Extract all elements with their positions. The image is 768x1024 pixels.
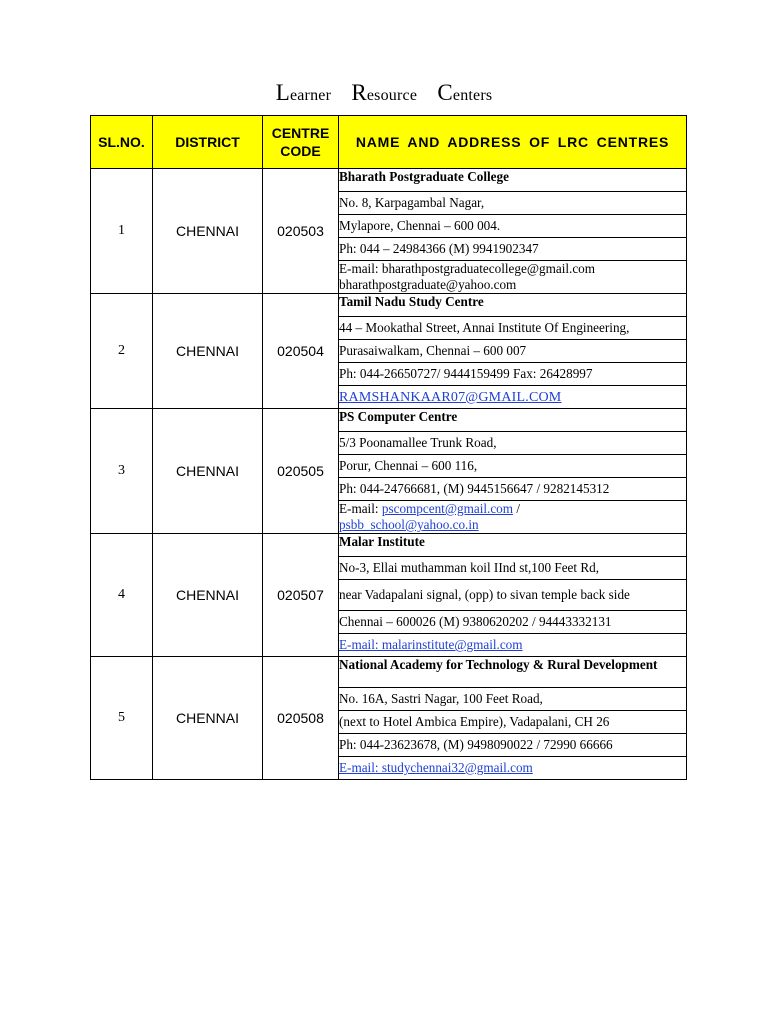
sl-number: 1 — [91, 169, 153, 294]
centre-name: PS Computer Centre — [339, 409, 687, 432]
centre-code: 020503 — [263, 169, 339, 294]
sl-number: 4 — [91, 534, 153, 657]
header-centre-code: CENTRE CODE — [263, 116, 339, 169]
table-header-row — [91, 116, 687, 169]
phone-line: Ph: 044-26650727/ 9444159499 Fax: 26428997 — [339, 363, 687, 386]
email-link[interactable]: psbb_school@yahoo.co.in — [339, 517, 479, 532]
phone-line: Chennai – 600026 (M) 9380620202 / 94443332131 — [339, 611, 687, 634]
sl-number: 5 — [91, 657, 153, 780]
title-word-learner: Learner — [275, 80, 332, 105]
header-district: DISTRICT — [153, 116, 263, 169]
district: CHENNAI — [153, 657, 263, 780]
centre-code: 020504 — [263, 294, 339, 409]
centre-name: Tamil Nadu Study Centre — [339, 294, 687, 317]
email-link[interactable]: E-mail: malarinstitute@gmail.com — [339, 637, 523, 652]
email-line: E-mail: bharathpostgraduatecollege@gmail.com bharathpostgraduate@yahoo.com — [339, 261, 687, 294]
sl-number: 2 — [91, 294, 153, 409]
table-row — [91, 169, 687, 192]
table-row — [91, 294, 687, 317]
centre-name: Malar Institute — [339, 534, 687, 557]
header-slno: SL.NO. — [91, 116, 153, 169]
district: CHENNAI — [153, 534, 263, 657]
centre-code: 020508 — [263, 657, 339, 780]
address-line: 5/3 Poonamallee Trunk Road, — [339, 432, 687, 455]
email-line — [339, 386, 687, 409]
address-line: Porur, Chennai – 600 116, — [339, 455, 687, 478]
centre-code: 020507 — [263, 534, 339, 657]
phone-line: Ph: 044 – 24984366 (M) 9941902347 — [339, 238, 687, 261]
district: CHENNAI — [153, 409, 263, 534]
email-link[interactable]: E-mail: studychennai32@gmail.com — [339, 760, 533, 775]
centre-code: 020505 — [263, 409, 339, 534]
address-line: No. 8, Karpagambal Nagar, — [339, 192, 687, 215]
email-link[interactable]: RAMSHANKAAR07@GMAIL.COM — [339, 389, 562, 405]
centre-name: Bharath Postgraduate College — [339, 169, 687, 192]
address-line: No-3, Ellai muthamman koil IInd st,100 Feet Rd, — [339, 557, 687, 580]
district: CHENNAI — [153, 294, 263, 409]
centre-name: National Academy for Technology & Rural Development — [339, 657, 687, 688]
email-line: E-mail: pscompcent@gmail.com / psbb_school@yahoo.co.in — [339, 501, 687, 534]
lrc-table — [90, 115, 687, 780]
phone-line: Ph: 044-23623678, (M) 9498090022 / 72990 66666 — [339, 734, 687, 757]
title-word-resource: Resource — [351, 80, 418, 105]
table-row — [91, 409, 687, 432]
email-link[interactable]: pscompcent@gmail.com — [381, 501, 514, 516]
address-line: 44 – Mookathal Street, Annai Institute Of Engineering, — [339, 317, 687, 340]
title-word-centers: Centers — [437, 80, 493, 105]
header-name-address: NAME AND ADDRESS OF LRC CENTRES — [339, 116, 687, 169]
email-line — [339, 634, 687, 657]
table-row — [91, 657, 687, 688]
table-row — [91, 534, 687, 557]
sl-number: 3 — [91, 409, 153, 534]
address-line: Purasaiwalkam, Chennai – 600 007 — [339, 340, 687, 363]
phone-line: Ph: 044-24766681, (M) 9445156647 / 9282145312 — [339, 478, 687, 501]
address-line: (next to Hotel Ambica Empire), Vadapalani, CH 26 — [339, 711, 687, 734]
address-line: Mylapore, Chennai – 600 004. — [339, 215, 687, 238]
address-line: No. 16A, Sastri Nagar, 100 Feet Road, — [339, 688, 687, 711]
address-line: near Vadapalani signal, (opp) to sivan temple back side — [339, 580, 687, 611]
email-line — [339, 757, 687, 780]
page-title — [0, 80, 768, 106]
district: CHENNAI — [153, 169, 263, 294]
